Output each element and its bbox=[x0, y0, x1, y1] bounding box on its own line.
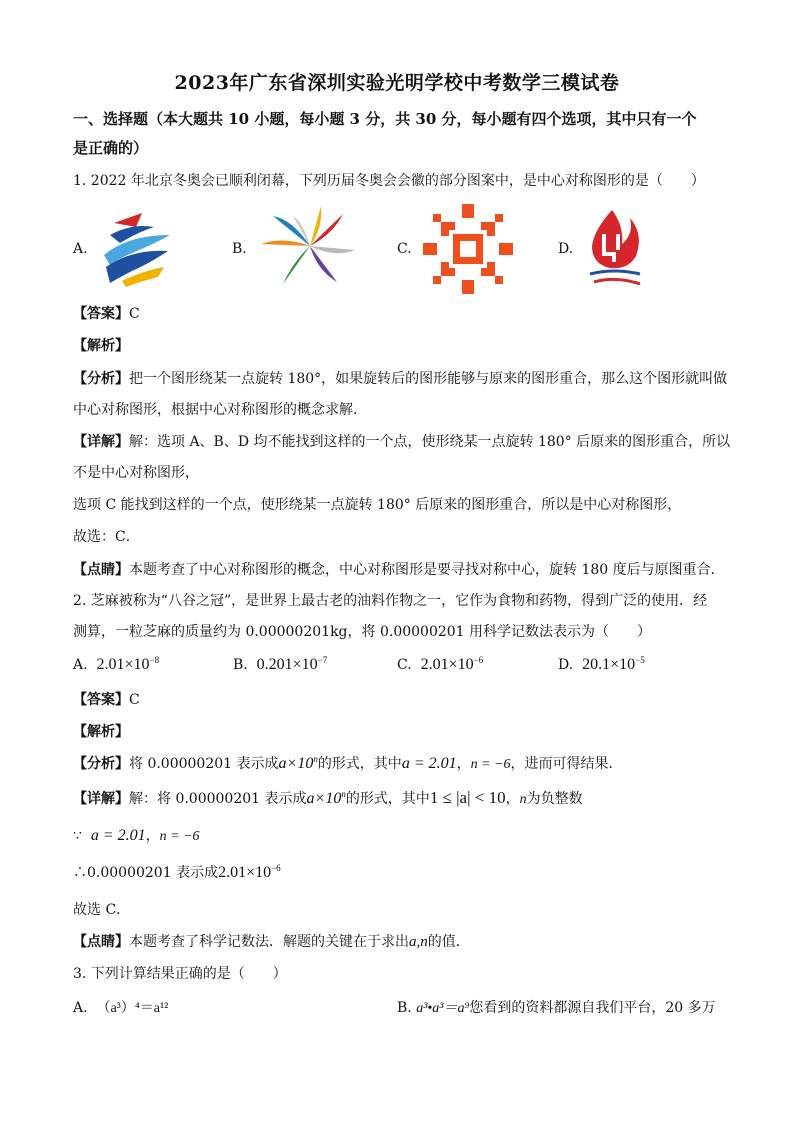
value-a: a = 2.01 bbox=[90, 827, 146, 844]
q1-detail-line2: 不是中心对称图形， bbox=[73, 465, 199, 481]
option-mantissa: 20.1×10 bbox=[582, 656, 636, 673]
option-label: A. bbox=[73, 1000, 88, 1016]
q1-option-d-label: D. bbox=[558, 241, 574, 257]
q2-option-c bbox=[397, 656, 483, 674]
q3-option-a bbox=[73, 997, 168, 1017]
separator: ， bbox=[145, 828, 160, 844]
option-label: D. bbox=[558, 657, 574, 673]
q2-fenxi bbox=[73, 755, 623, 774]
value-a: a = 2.01 bbox=[401, 755, 457, 772]
detail-text: 解：选项 A、B、D 均不能找到这样的一个点，使形绕某一点旋转 180° 后原来的图形重合，所以 bbox=[129, 434, 731, 450]
section-heading-line1: 一、选择题（本大题共 10 小题，每小题 3 分，共 30 分，每小题有四个选项，其中只有一个 bbox=[73, 110, 697, 128]
sci-notation-form: a×10 bbox=[278, 755, 314, 772]
therefore-text: ∴0.00000201 表示成 bbox=[73, 865, 219, 881]
option-exponent: −8 bbox=[149, 655, 160, 665]
page-title: 2023年广东省深圳实验光明学校中考数学三模试卷 bbox=[174, 72, 620, 94]
q2-choose: 故选 C． bbox=[73, 902, 131, 918]
option-mantissa: 0.201×10 bbox=[256, 656, 318, 673]
q2-detail bbox=[73, 789, 583, 809]
answer-tag: 【答案】 bbox=[73, 692, 129, 708]
fenxi-text: 把一个图形绕某一点旋转 180°，如果旋转后的图形能够与原来的图形重合，那么这个图形就叫做 bbox=[129, 371, 728, 387]
comment-text: 本题考查了科学记数法．解题的关键在于求出 bbox=[129, 934, 409, 950]
q2-analysis-tag: 【解析】 bbox=[73, 724, 129, 740]
beijing-2022-emblem-icon bbox=[92, 205, 178, 291]
question-3-stem: 3. 下列计算结果正确的是（ ） bbox=[73, 966, 287, 982]
answer-tag: 【答案】 bbox=[73, 306, 129, 322]
option-expression: （a³）⁴＝a¹² bbox=[96, 1001, 169, 1016]
option-label: B. bbox=[233, 657, 248, 673]
sarajevo-emblem-icon bbox=[423, 204, 513, 294]
option-label: C. bbox=[397, 657, 412, 673]
separator: ， bbox=[505, 791, 520, 807]
detail-tag: 【详解】 bbox=[73, 791, 129, 807]
fenxi-text: 将 0.00000201 表示成 bbox=[129, 756, 279, 772]
q2-comment bbox=[73, 933, 470, 951]
detail-text: 解：将 0.00000201 表示成 bbox=[129, 791, 307, 807]
variables: a,n bbox=[409, 934, 428, 950]
result-mantissa: 2.01×10 bbox=[218, 864, 272, 881]
option-exponent: −5 bbox=[635, 655, 645, 665]
q1-analysis-tag: 【解析】 bbox=[73, 338, 129, 354]
sci-notation-exponent: n bbox=[341, 789, 346, 799]
option-label: A. bbox=[73, 657, 88, 673]
option-label: B. bbox=[397, 1000, 412, 1016]
answer-value: C bbox=[129, 692, 140, 708]
watermark-text: 您看到的资料都源自我们平台，20 多万 bbox=[469, 1000, 716, 1016]
sci-notation-form: a×10 bbox=[306, 790, 342, 807]
q1-detail-line4: 故选：C． bbox=[73, 529, 140, 545]
comment-tag: 【点睛】 bbox=[73, 562, 129, 578]
option-expression: a³•a³＝a⁹ bbox=[416, 1001, 470, 1016]
section-heading-line2: 是正确的） bbox=[73, 139, 149, 157]
detail-text: 的形式，其中 bbox=[345, 791, 430, 807]
because-symbol: ∵ bbox=[73, 828, 82, 844]
sochi-style-flower-emblem-icon bbox=[253, 200, 367, 292]
q1-option-b-label: B. bbox=[232, 241, 247, 257]
fenxi-tag: 【分析】 bbox=[73, 756, 129, 772]
q2-answer bbox=[73, 691, 140, 709]
option-exponent: −6 bbox=[473, 655, 484, 665]
q1-fenxi-line2: 中心对称图形，根据中心对称图形的概念求解． bbox=[73, 402, 367, 418]
detail-tag: 【详解】 bbox=[73, 434, 129, 450]
q1-detail-line3: 选项 C 能找到这样的一个点，使形绕某一点旋转 180° 后原来的图形重合，所以是中心对称图形， bbox=[73, 497, 682, 513]
variable-n: n bbox=[519, 792, 527, 807]
q2-option-d bbox=[558, 656, 645, 674]
q1-detail-line1 bbox=[73, 433, 730, 451]
result-exponent: −6 bbox=[271, 863, 281, 873]
q1-fenxi-line1 bbox=[73, 370, 727, 388]
q2-option-b bbox=[233, 656, 327, 674]
comment-tag: 【点睛】 bbox=[73, 934, 129, 950]
question-2-stem-line1: 2. 芝麻被称为“八谷之冠”，是世界上最古老的油料作物之一，它作为食物和药物，得到广泛的使用．经 bbox=[73, 593, 708, 609]
comment-text: 的值． bbox=[427, 934, 470, 950]
fenxi-tag: 【分析】 bbox=[73, 371, 129, 387]
vancouver-style-flame-emblem-icon bbox=[584, 204, 646, 290]
q2-because bbox=[73, 827, 200, 846]
question-2-stem-line2: 测算，一粒芝麻的质量约为 0.00000201kg，将 0.00000201 用科学记数法表示为（ ） bbox=[73, 624, 652, 640]
inequality: 1 ≤ |a| < 10 bbox=[429, 788, 506, 807]
question-1-stem: 1. 2022 年北京冬奥会已顺利闭幕，下列历届冬奥会会徽的部分图案中，是中心对称图形的是（ ） bbox=[73, 173, 705, 189]
q2-option-a bbox=[73, 656, 159, 674]
q1-answer bbox=[73, 305, 140, 323]
q3-option-b bbox=[397, 997, 716, 1017]
answer-value: C bbox=[129, 306, 140, 322]
q2-therefore bbox=[73, 864, 281, 882]
value-n: n = −6 bbox=[470, 757, 511, 772]
detail-text: 为负整数 bbox=[526, 791, 583, 807]
q1-option-c-label: C. bbox=[397, 241, 412, 257]
fenxi-text: ，进而可得结果． bbox=[510, 756, 623, 772]
option-mantissa: 2.01×10 bbox=[420, 656, 474, 673]
q1-option-a-label: A. bbox=[73, 241, 88, 257]
option-mantissa: 2.01×10 bbox=[96, 656, 150, 673]
q1-comment bbox=[73, 561, 725, 579]
value-n: n = −6 bbox=[159, 829, 200, 844]
comment-text: 本题考查了中心对称图形的概念，中心对称图形是要寻找对称中心，旋转 180 度后与原图重合． bbox=[129, 562, 725, 578]
sci-notation-exponent: n bbox=[313, 754, 318, 764]
separator: ， bbox=[456, 756, 471, 772]
fenxi-text: 的形式，其中 bbox=[317, 756, 402, 772]
option-exponent: −7 bbox=[317, 655, 328, 665]
